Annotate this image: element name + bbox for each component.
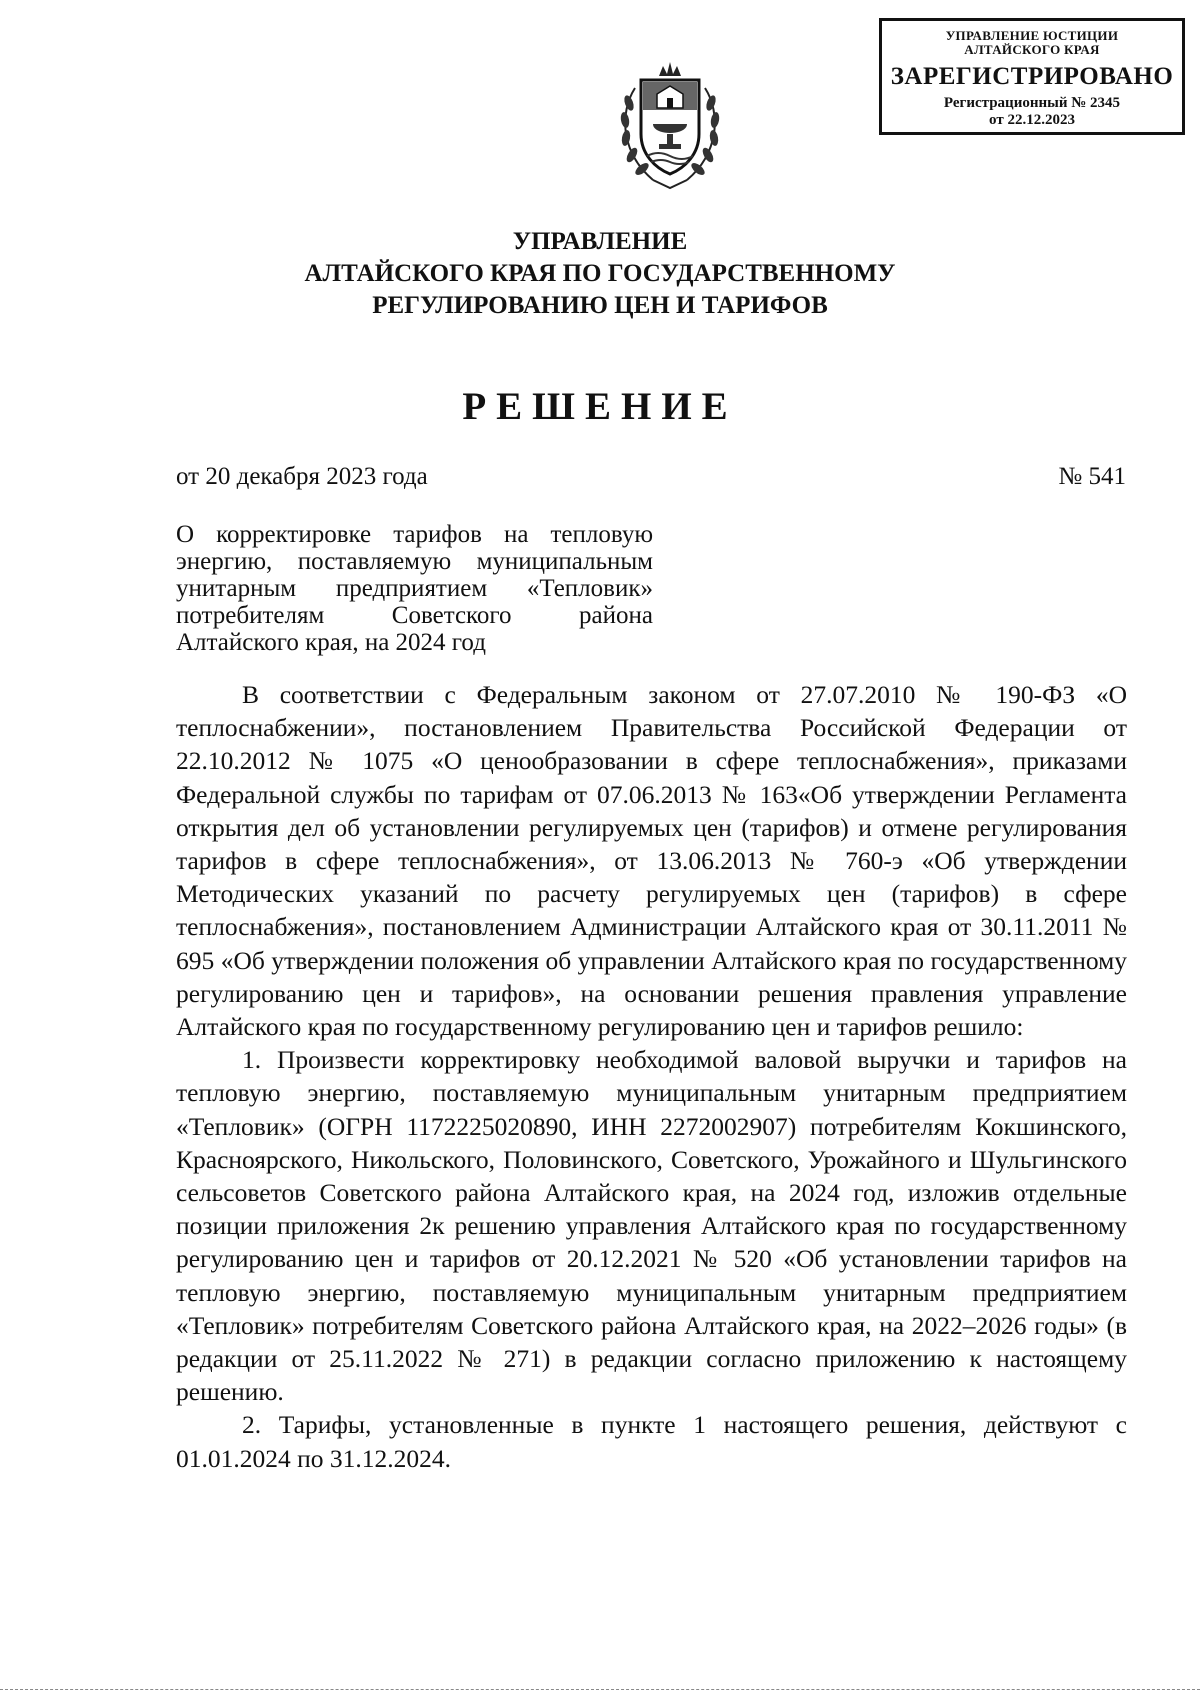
document-body bbox=[176, 678, 1127, 1475]
stamp-reg-number: Регистрационный № 2345 bbox=[943, 95, 1121, 111]
registration-stamp bbox=[879, 18, 1185, 135]
document-number: № 541 bbox=[1058, 463, 1126, 490]
document-date: от 20 декабря 2023 года bbox=[176, 463, 428, 490]
stamp-reg-date: от 22.12.2023 bbox=[989, 112, 1075, 128]
issuing-authority bbox=[0, 226, 1200, 322]
coat-of-arms-icon bbox=[613, 58, 727, 192]
stamp-authority-line1: УПРАВЛЕНИЕ ЮСТИЦИИ bbox=[945, 28, 1119, 43]
document-type-title: РЕШЕНИЕ bbox=[462, 385, 738, 428]
authority-line1: УПРАВЛЕНИЕ bbox=[512, 228, 688, 255]
stamp-status: ЗАРЕГИСТРИРОВАНО bbox=[890, 63, 1174, 90]
page-bottom-divider bbox=[0, 1689, 1200, 1690]
preamble-paragraph: В соответствии с Федеральным законом от 27.07.2010 № 190-ФЗ «О теплоснабжении», постановлением Правительства Российской Федерации от 22.10.2012 № 1075 «О ценообразовании в сфере теплоснабжения», приказами Федеральной службы по тарифам от 07.06.2013 № 163«Об утверждении Регламента открытия дел об установлении регулируемых цен (тарифов) и отмене регулирования тарифов в сфере теплоснабжения», от 13.06.2013 № 760-э «Об утверждении Методических указаний по расчету регулируемых цен (тарифов) в сфере теплоснабжения», постановлением Администрации Алтайского края от 30.11.2011 № 695 «Об утверждении положения об управлении Алтайского края по государственному регулированию цен и тарифов», на основании решения правления управление Алтайского края по государственному регулированию цен и тарифов решило: bbox=[176, 680, 1127, 1042]
document-subject: О корректировке тарифов на тепловую энергию, поставляемую муниципальным унитарным предприятием «Тепловик» потребителям Советского района Алтайского края, на 2024 год bbox=[176, 521, 653, 656]
item-2-paragraph: 2. Тарифы, установленные в пункте 1 настоящего решения, действуют с 01.01.2024 по 31.12.2024. bbox=[176, 1410, 1127, 1473]
authority-line2: АЛТАЙСКОГО КРАЯ ПО ГОСУДАРСТВЕННОМУ bbox=[304, 260, 896, 287]
authority-line3: РЕГУЛИРОВАНИЮ ЦЕН И ТАРИФОВ bbox=[372, 292, 828, 319]
stamp-authority-line2: АЛТАЙСКОГО КРАЯ bbox=[964, 42, 1100, 57]
item-1-paragraph: 1. Произвести корректировку необходимой валовой выручки и тарифов на тепловую энергию, поставляемую муниципальным унитарным предприятием «Тепловик» (ОГРН 1172225020890, ИНН 2272002907) потребителям Кокшинского, Красноярского, Никольского, Половинского, Советского, Урожайного и Шульгинского сельсоветов Советского района Алтайского края, на 2024 год, изложив отдельные позиции приложения 2к решению управления Алтайского края по государственному регулированию цен и тарифов от 20.12.2021 № 520 «Об установлении тарифов на тепловую энергию, поставляемую муниципальным унитарным предприятием «Тепловик» потребителям Советского района Алтайского края, на 2022–2026 годы» (в редакции от 25.11.2022 № 271) в редакции согласно приложению к настоящему решению. bbox=[176, 1045, 1127, 1407]
